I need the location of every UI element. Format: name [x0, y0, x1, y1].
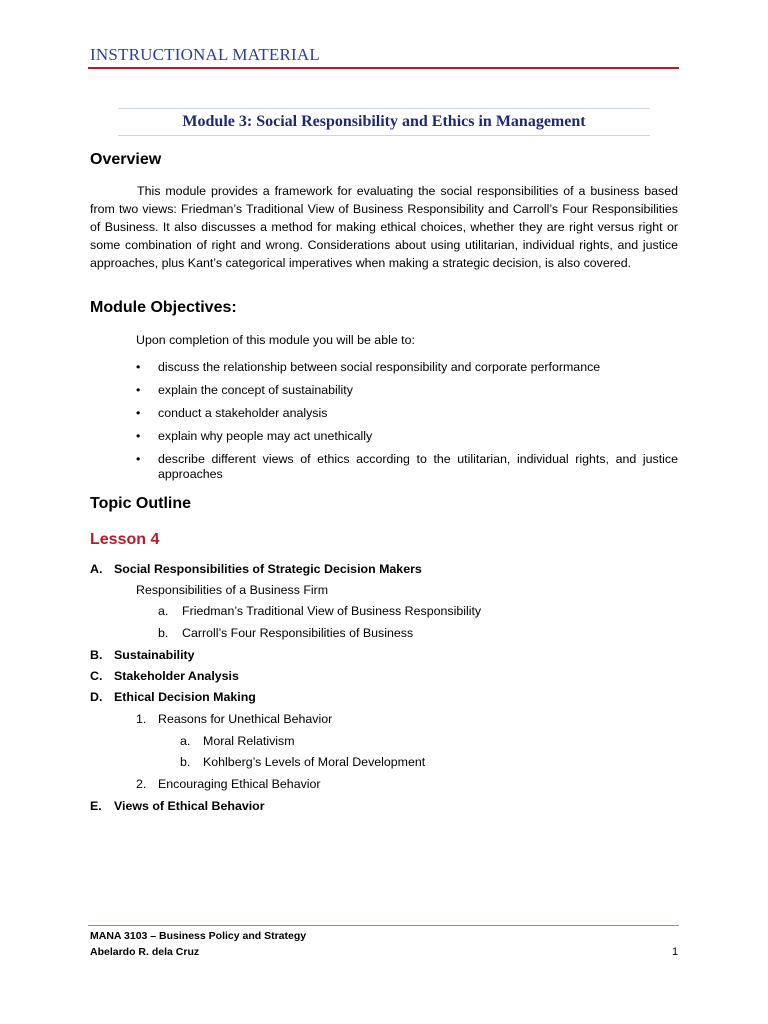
overview-heading: Overview	[90, 151, 162, 168]
lesson-heading: Lesson 4	[90, 531, 160, 548]
objective-text: describe different views of ethics according to the utilitarian, individual rights, and justice approaches	[158, 452, 678, 481]
header-rule	[88, 67, 679, 69]
overview-paragraph	[90, 182, 678, 272]
objectives-list	[136, 360, 678, 490]
outline-marker: b.	[180, 755, 191, 769]
bullet-icon: •	[136, 452, 141, 466]
footer-author: Abelardo R. dela Cruz	[90, 946, 200, 958]
outline-marker: 2.	[136, 777, 147, 791]
outline-item-a	[90, 562, 422, 576]
outline-marker: D.	[90, 690, 103, 704]
bullet-icon: •	[136, 360, 141, 374]
topic-outline-heading: Topic Outline	[90, 495, 192, 512]
objective-text: explain why people may act unethically	[158, 429, 373, 443]
outline-marker: a.	[158, 604, 169, 618]
outline-item-e	[90, 799, 265, 813]
outline-label: Kohlberg’s Levels of Moral Development	[203, 755, 426, 769]
outline-label: Moral Relativism	[203, 734, 295, 748]
module-title: Module 3: Social Responsibility and Ethics in Management	[182, 113, 586, 130]
outline-label: Social Responsibilities of Strategic Decision Makers	[114, 562, 422, 576]
list-item	[136, 452, 678, 482]
outline-item-c	[90, 669, 239, 683]
objective-text: conduct a stakeholder analysis	[158, 406, 328, 420]
outline-item-a-b	[158, 626, 413, 640]
outline-label: Stakeholder Analysis	[114, 669, 239, 683]
list-item	[136, 383, 678, 398]
outline-item-d-1-a	[180, 734, 295, 748]
list-item	[136, 406, 678, 421]
list-item	[136, 429, 678, 444]
objective-text: discuss the relationship between social responsibility and corporate performance	[158, 360, 601, 374]
outline-item-d-2	[136, 777, 321, 791]
outline-label: Views of Ethical Behavior	[114, 799, 265, 813]
outline-item-d	[90, 690, 256, 704]
outline-marker: C.	[90, 669, 103, 683]
outline-label: Sustainability	[114, 648, 195, 662]
outline-marker: A.	[90, 562, 103, 576]
outline-marker: E.	[90, 799, 102, 813]
outline-marker: a.	[180, 734, 191, 748]
footer-rule	[88, 925, 679, 926]
outline-item-d-1-b	[180, 755, 425, 769]
list-item	[136, 360, 678, 375]
footer-course: MANA 3103 – Business Policy and Strategy	[90, 930, 307, 942]
outline-label: Carroll’s Four Responsibilities of Business	[182, 626, 414, 640]
header-label: INSTRUCTIONAL MATERIAL	[90, 45, 320, 64]
page-number: 1	[672, 946, 679, 958]
objectives-heading: Module Objectives:	[90, 299, 237, 316]
bullet-icon: •	[136, 429, 141, 443]
outline-item-a-a	[158, 604, 481, 618]
outline-label: Ethical Decision Making	[114, 690, 256, 704]
outline-label: Encouraging Ethical Behavior	[158, 777, 321, 791]
objectives-intro: Upon completion of this module you will be able to:	[136, 333, 415, 347]
outline-marker: b.	[158, 626, 169, 640]
outline-subheading: Responsibilities of a Business Firm	[136, 583, 329, 597]
bullet-icon: •	[136, 383, 141, 397]
outline-marker: 1.	[136, 712, 147, 726]
bullet-icon: •	[136, 406, 141, 420]
objective-text: explain the concept of sustainability	[158, 383, 353, 397]
outline-marker: B.	[90, 648, 103, 662]
outline-label: Reasons for Unethical Behavior	[158, 712, 333, 726]
outline-label: Friedman’s Traditional View of Business Responsibility	[182, 604, 482, 618]
outline-item-b	[90, 648, 195, 662]
overview-text: This module provides a framework for evaluating the social responsibilities of a business based from two views: Friedman’s Traditional View of Business Responsibility and Carroll’s Four Responsibilities of Business. It also discusses a method for making ethical choices, whether they are right versus right or some combination of right and wrong. Considerations about using utilitarian, individual rights, and justice approaches, plus Kant’s categorical imperatives when making a strategic decision, is also covered.	[90, 184, 678, 270]
outline-item-d-1	[136, 712, 332, 726]
